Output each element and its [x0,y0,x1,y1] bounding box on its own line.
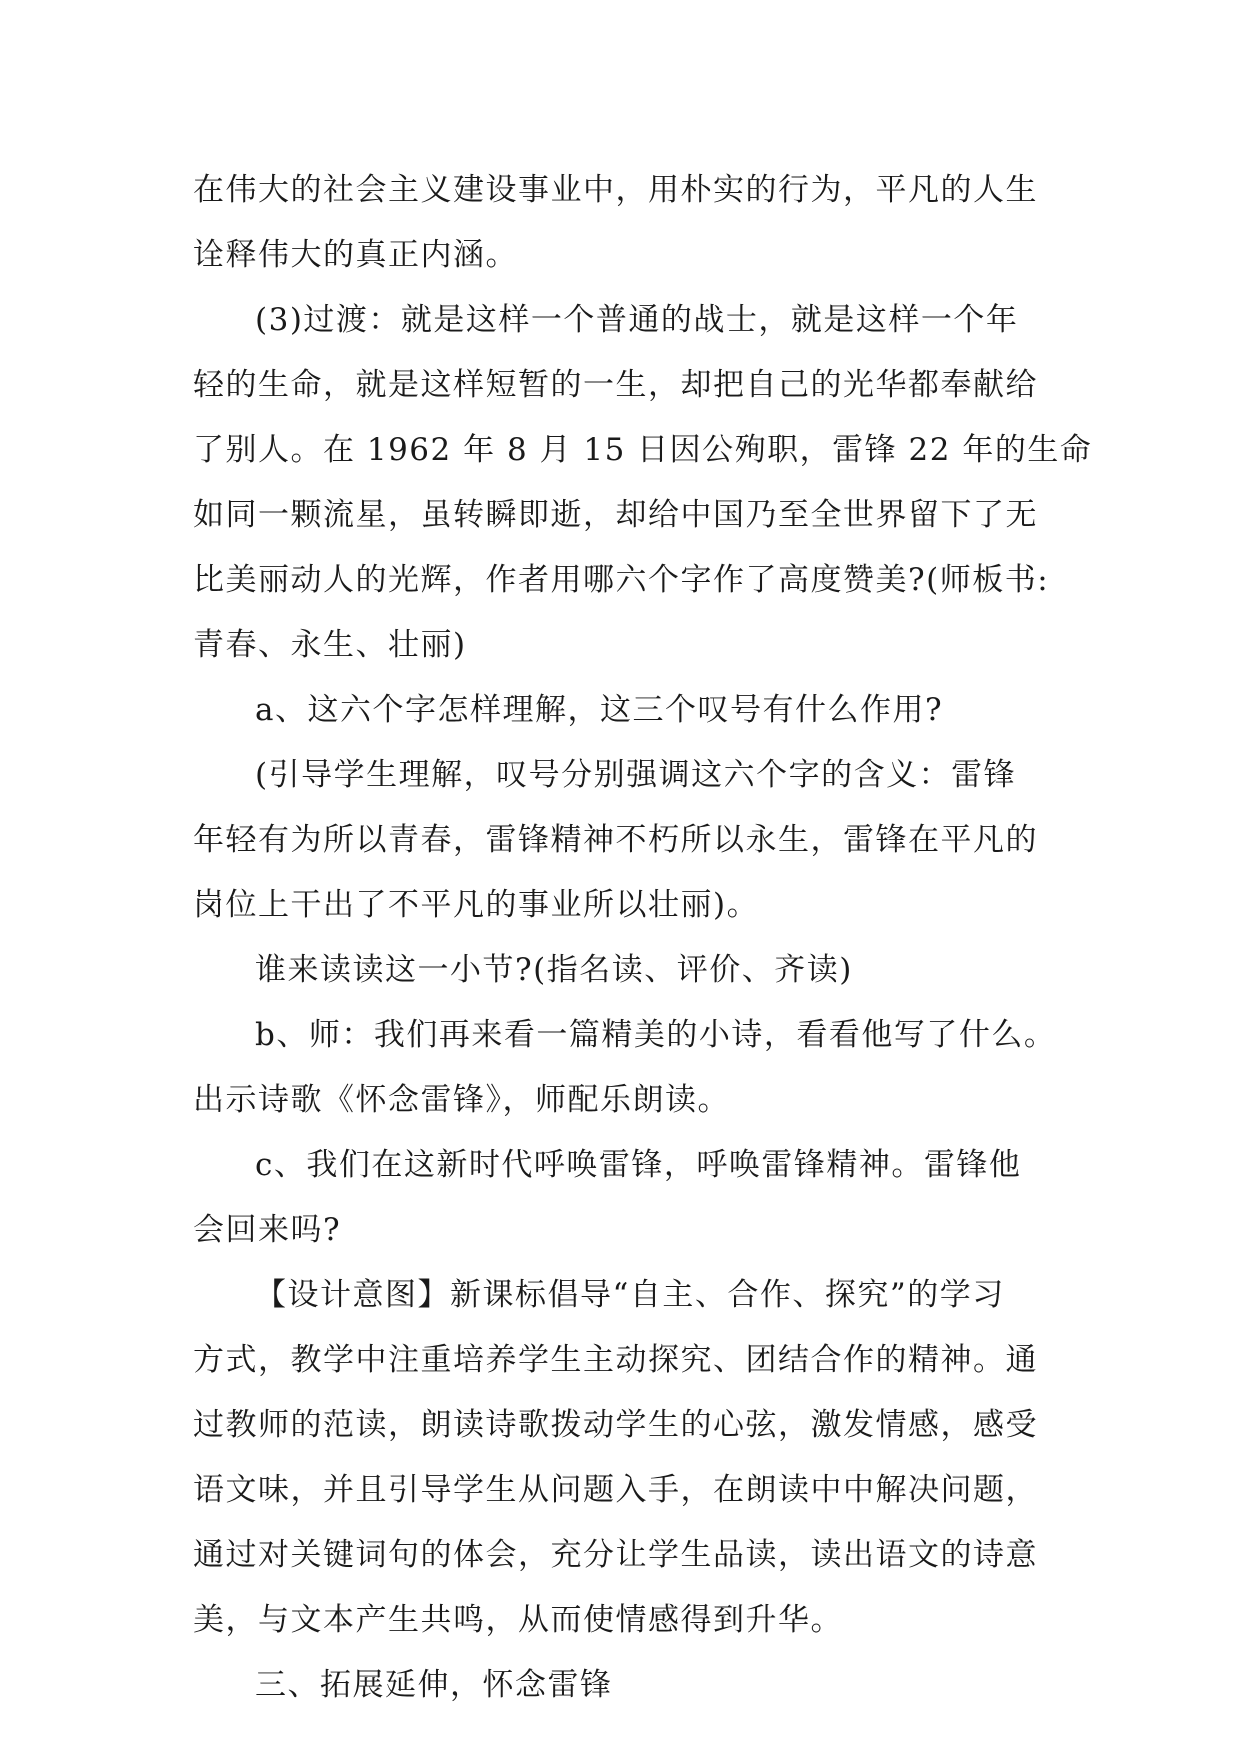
text-line: 了别人。在 1962 年 8 月 15 日因公殉职，雷锋 22 年的生命 [193,432,1093,468]
text-line: 轻的生命，就是这样短暂的一生，却把自己的光华都奉献给 [193,367,1038,403]
text-line: 方式，教学中注重培养学生主动探究、团结合作的精神。通 [193,1342,1038,1378]
section-heading: 三、拓展延伸，怀念雷锋 [255,1667,613,1703]
text-line: 会回来吗? [193,1212,342,1248]
text-line: 比美丽动人的光辉，作者用哪六个字作了高度赞美?(师板书: [193,562,1050,598]
document-page [193,158,1093,1718]
text-line: 过教师的范读，朗读诗歌拨动学生的心弦，激发情感，感受 [193,1407,1038,1443]
text-line: 出示诗歌《怀念雷锋》，师配乐朗读。 [193,1082,730,1118]
text-line: 如同一颗流星，虽转瞬即逝，却给中国乃至全世界留下了无 [193,497,1038,533]
text-line: a、这六个字怎样理解，这三个叹号有什么作用? [255,692,944,728]
text-line: (3)过渡：就是这样一个普通的战士，就是这样一个年 [255,302,1019,338]
text-line: 青春、永生、壮丽) [193,627,467,663]
text-line: 谁来读读这一小节?(指名读、评价、齐读) [255,952,853,988]
text-line: 岗位上干出了不平凡的事业所以壮丽)。 [193,887,760,923]
text-line: 诠释伟大的真正内涵。 [193,237,518,273]
text-line: c、我们在这新时代呼唤雷锋，呼唤雷锋精神。雷锋他 [255,1147,1022,1183]
text-line: b、师：我们再来看一篇精美的小诗，看看他写了什么。 [255,1017,1057,1053]
text-line: 【设计意图】新课标倡导“自主、合作、探究”的学习 [255,1277,1005,1313]
text-line: 语文味，并且引导学生从问题入手，在朗读中中解决问题， [193,1472,1038,1508]
text-line: 美，与文本产生共鸣，从而使情感得到升华。 [193,1602,843,1638]
text-line: 在伟大的社会主义建设事业中，用朴实的行为，平凡的人生 [193,172,1038,208]
text-line: (引导学生理解，叹号分别强调这六个字的含义：雷锋 [255,757,1017,793]
text-line: 通过对关键词句的体会，充分让学生品读，读出语文的诗意 [193,1537,1038,1573]
text-line: 年轻有为所以青春，雷锋精神不朽所以永生，雷锋在平凡的 [193,822,1038,858]
